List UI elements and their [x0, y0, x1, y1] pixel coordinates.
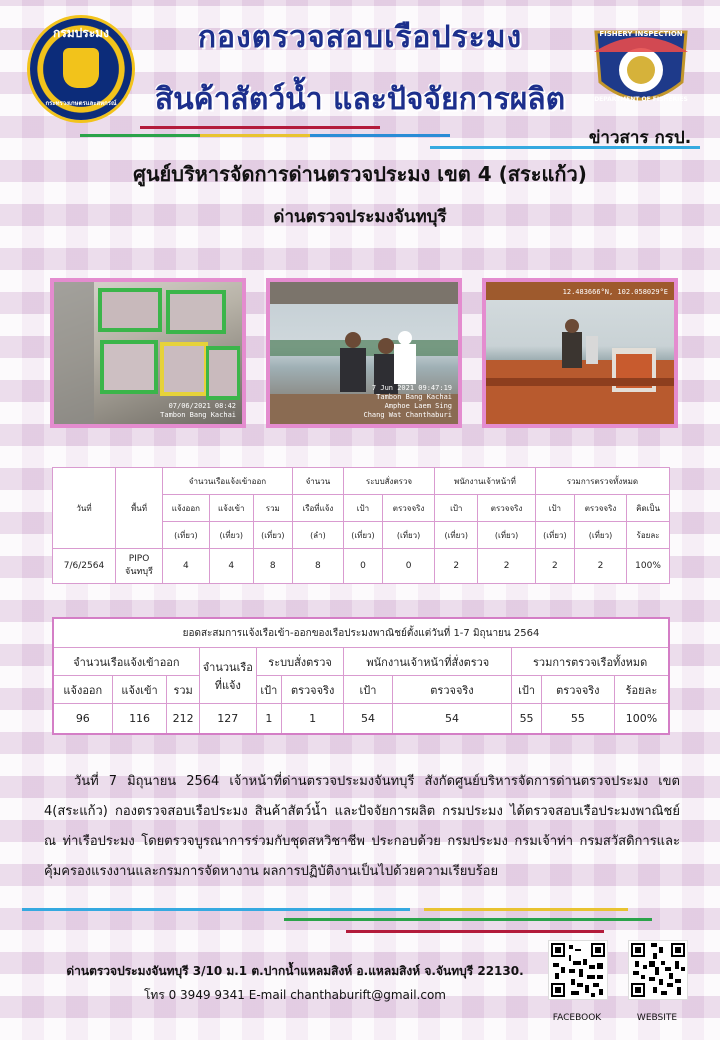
th-boat-count: จำนวน — [292, 468, 343, 495]
cell-sys-actual: 1 — [281, 704, 343, 735]
th-boats: เรือที่แจ้ง — [292, 495, 343, 522]
th-total-target: เป้า — [535, 495, 574, 522]
cell-boats: 8 — [292, 549, 343, 584]
th-out: แจ้งออก — [163, 495, 210, 522]
header-divider-red — [140, 126, 380, 129]
cell-staff-actual: 2 — [478, 549, 536, 584]
footer-divider-green — [284, 918, 652, 921]
th-sys-target: เป้า — [256, 676, 281, 704]
th-staff-actual: ตรวจจริง — [478, 495, 536, 522]
checkpoint-title: ด่านตรวจประมงจันทบุรี — [273, 207, 447, 227]
unit-trips: (เที่ยว) — [163, 522, 210, 549]
website-label: WEBSITE — [636, 1013, 678, 1023]
unit-percent: ร้อยละ — [627, 522, 670, 549]
th-sum: รวม — [167, 676, 199, 704]
unit-boats: (ลำ) — [292, 522, 343, 549]
th-percent: ร้อยละ — [614, 676, 669, 704]
th-staff-target: เป้า — [435, 495, 478, 522]
th-report-count: จำนวนเรือแจ้งเข้าออก — [163, 468, 293, 495]
unit-trips: (เที่ยว) — [383, 522, 435, 549]
photo-fish-crates — [50, 278, 246, 428]
th-report-count: จำนวนเรือแจ้งเข้าออก — [53, 648, 199, 676]
logo-left-subtitle: กระทรวงเกษตรและสหกรณ์ — [45, 100, 117, 107]
header-divider-green — [80, 134, 200, 137]
th-out: แจ้งออก — [53, 676, 112, 704]
header-divider-blue — [310, 134, 450, 137]
unit-trips: (เที่ยว) — [574, 522, 626, 549]
table-row — [53, 704, 669, 735]
th-sys-actual: ตรวจจริง — [281, 676, 343, 704]
center-title: ศูนย์บริหารจัดการด่านตรวจประมง เขต 4 (สระแก้ว) — [133, 162, 587, 186]
th-staff: พนักงานเจ้าหน้าที่สั่งตรวจ — [344, 648, 512, 676]
cell-total-actual: 55 — [541, 704, 614, 735]
cell-out: 4 — [163, 549, 210, 584]
cell-sum: 8 — [253, 549, 292, 584]
cell-in: 116 — [112, 704, 167, 735]
cell-sys-target: 1 — [256, 704, 281, 735]
th-staff: พนักงานเจ้าหน้าที่ — [435, 468, 536, 495]
th-total-target: เป้า — [512, 676, 541, 704]
cell-date: 7/6/2564 — [53, 549, 116, 584]
th-in: แจ้งเข้า — [209, 495, 253, 522]
th-boat-count-line1: จำนวนเรือ — [202, 660, 253, 674]
emblem-icon — [63, 48, 99, 88]
unit-trips: (เที่ยว) — [253, 522, 292, 549]
website-qr-code[interactable] — [628, 940, 688, 1000]
cell-sys-actual: 0 — [383, 549, 435, 584]
cell-sum: 212 — [167, 704, 199, 735]
photo-timestamp: 7 Jun 2021 09:47:19 Tambon Bang Kachai Amphoe Laem Sing Chang Wat Chanthaburi — [363, 384, 452, 419]
cell-in: 4 — [209, 549, 253, 584]
th-total-actual: ตรวจจริง — [541, 676, 614, 704]
unit-trips: (เที่ยว) — [343, 522, 382, 549]
unit-trips: (เที่ยว) — [435, 522, 478, 549]
logo-left-title: กรมประมง — [53, 26, 109, 40]
th-sum: รวม — [253, 495, 292, 522]
footer-contact: โทร 0 3949 9341 E-mail chanthaburift@gmail.com — [143, 988, 446, 1002]
facebook-label: FACEBOOK — [552, 1013, 602, 1023]
unit-trips: (เที่ยว) — [209, 522, 253, 549]
th-area: พื้นที่ — [116, 468, 163, 549]
cell-total-actual: 2 — [574, 549, 626, 584]
page-title-line2: สินค้าสัตว์น้ำ และปัจจัยการผลิต — [154, 82, 566, 117]
th-percent: คิดเป็น — [627, 495, 670, 522]
th-total-actual: ตรวจจริง — [574, 495, 626, 522]
th-sys-target: เป้า — [343, 495, 382, 522]
cell-percent: 100% — [614, 704, 669, 735]
cell-sys-target: 0 — [343, 549, 382, 584]
th-sys-actual: ตรวจจริง — [383, 495, 435, 522]
th-boat-count-line2: ที่แจ้ง — [214, 678, 241, 692]
th-system-order: ระบบสั่งตรวจ — [343, 468, 434, 495]
th-date: วันที่ — [53, 468, 116, 549]
footer-divider-blue — [22, 908, 410, 911]
news-paragraph-text: วันที่ 7 มิถุนายน 2564 เจ้าหน้าที่ด่านตรวจประมงจันทบุรี สังกัดศูนย์บริหารจัดการด่านตรวจประมง เขต 4(สระแก้ว) กองตรวจสอบเรือประมง สินค้าสัตว์น้ำ และปัจจัยการผลิต กรมประมง ได้ตรวจสอบเรือประมงพาณิชย์ ณ ท่าเรือประมง โดยตรวจบูรณาการร่วมกับชุดสหวิชาชีพ ประกอบด้วย กรมประมง กรมเจ้าท่า กรมสวัสดิการและคุ้มครองแรงงานและกรมการจัดหางาน ผลการปฏิบัติงานเป็นไปด้วยความเรียบร้อย — [44, 774, 680, 879]
daily-inspection-table — [52, 467, 670, 584]
cumulative-inspection-table — [52, 617, 670, 735]
news-paragraph — [44, 767, 680, 887]
footer-address: ด่านตรวจประมงจันทบุรี 3/10 ม.1 ต.ปากน้ำแหลมสิงห์ อ.แหลมสิงห์ จ.จันทบุรี 22130. — [66, 964, 524, 978]
facebook-qr-code[interactable] — [548, 940, 608, 1000]
table-row — [53, 549, 670, 584]
logo-right-top-text: FISHERY INSPECTION — [599, 30, 683, 38]
cell-total-target: 55 — [512, 704, 541, 735]
unit-trips: (เที่ยว) — [478, 522, 536, 549]
th-system-order: ระบบสั่งตรวจ — [256, 648, 344, 676]
photo-gps: 12.483666°N, 102.058029°E — [562, 288, 668, 296]
th-total: รวมการตรวจทั้งหมด — [535, 468, 669, 495]
cell-area: PIPO จันทบุรี — [116, 549, 163, 584]
cell-out: 96 — [53, 704, 112, 735]
cell-percent: 100% — [627, 549, 670, 584]
table2-title: ยอดสะสมการแจ้งเรือเข้า-ออกของเรือประมงพาณิชย์ตั้งแต่วันที่ 1-7 มิถุนายน 2564 — [53, 618, 669, 648]
th-staff-target: เป้า — [344, 676, 392, 704]
footer-divider-red — [346, 930, 604, 933]
th-in: แจ้งเข้า — [112, 676, 167, 704]
page-title-line1: กองตรวจสอบเรือประมง — [197, 20, 523, 55]
cell-total-target: 2 — [535, 549, 574, 584]
cell-staff-actual: 54 — [392, 704, 512, 735]
news-label: ข่าวสาร กรป. — [588, 128, 692, 148]
cell-staff-target: 54 — [344, 704, 392, 735]
fishery-inspection-logo — [586, 24, 696, 118]
photo-timestamp: 07/06/2021 08:42 Tambon Bang Kachai — [160, 402, 236, 419]
photo-officers-inspection — [266, 278, 462, 428]
department-of-fisheries-logo — [30, 18, 132, 120]
th-total: รวมการตรวจเรือทั้งหมด — [512, 648, 669, 676]
cell-staff-target: 2 — [435, 549, 478, 584]
unit-trips: (เที่ยว) — [535, 522, 574, 549]
header-divider-yellow — [200, 134, 310, 137]
cell-boats: 127 — [199, 704, 256, 735]
th-staff-actual: ตรวจจริง — [392, 676, 512, 704]
photo-boat-inspection — [482, 278, 678, 428]
logo-right-bottom-text: DEPARTMENT OF FISHERIES — [594, 96, 688, 103]
th-boat-count — [199, 648, 256, 704]
footer-divider-yellow — [424, 908, 628, 911]
